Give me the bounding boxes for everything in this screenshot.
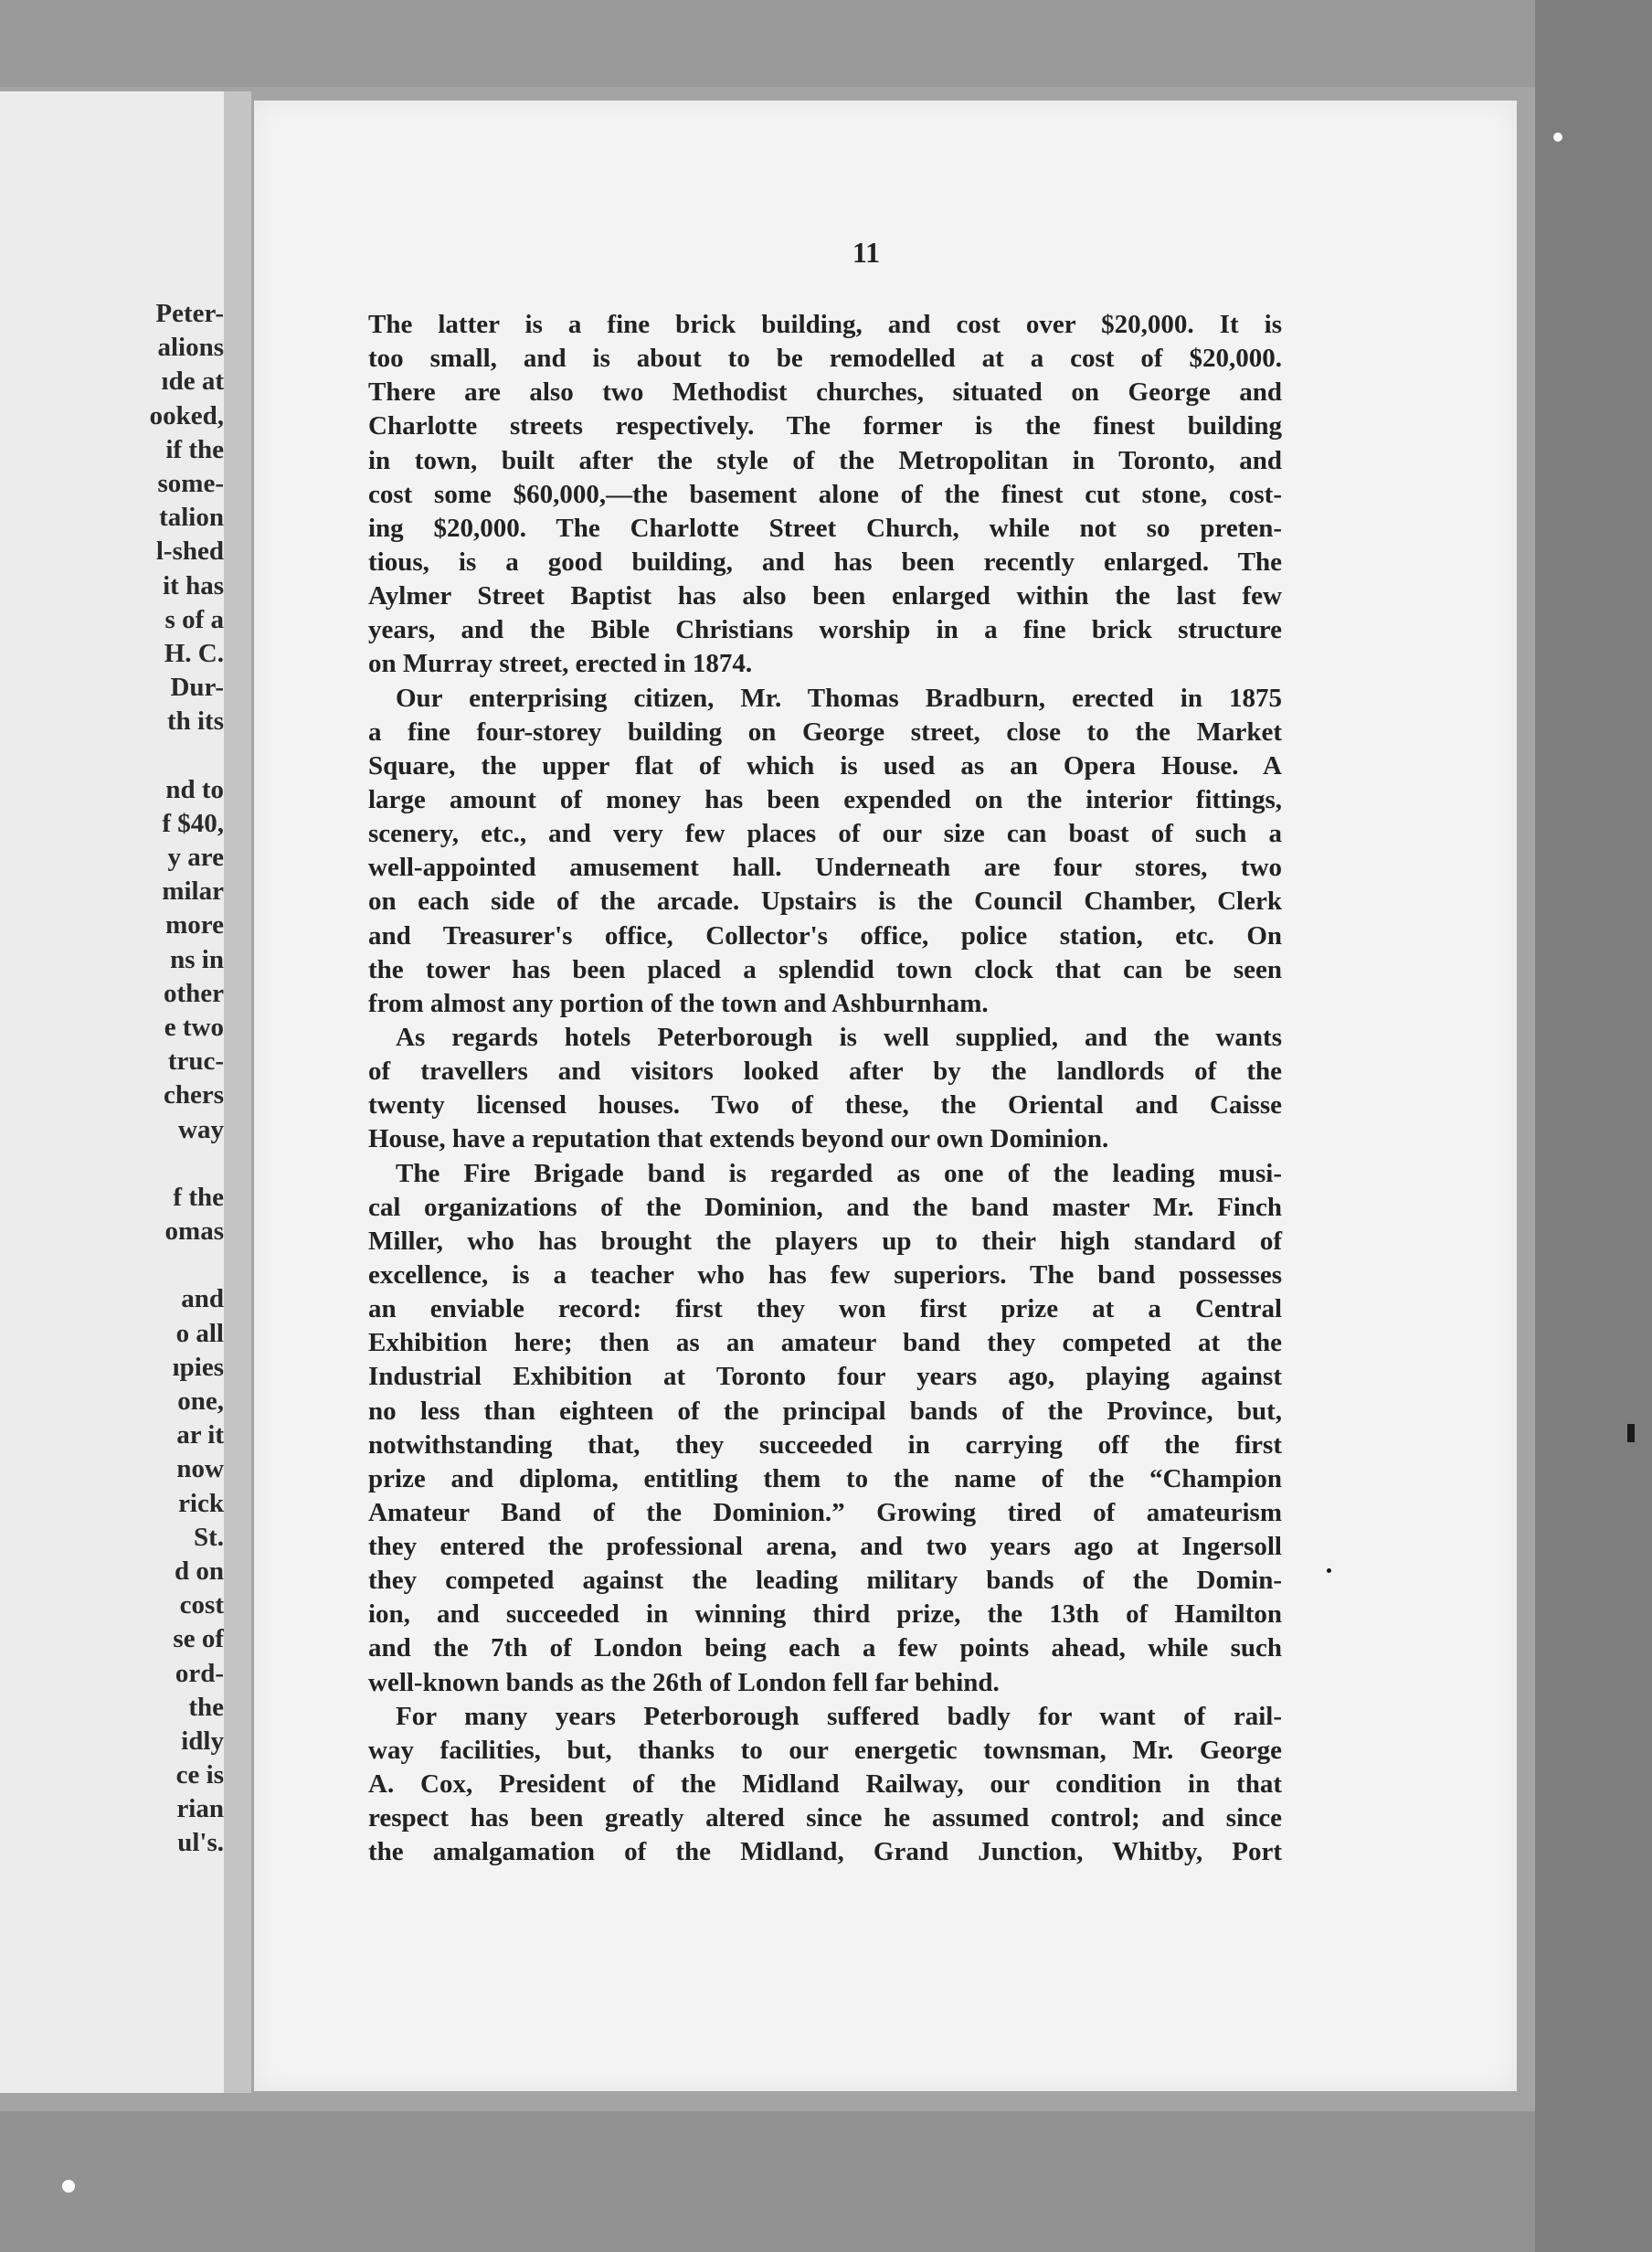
left-fragment-line: rick (178, 1488, 224, 1518)
left-fragment-line: some- (157, 468, 224, 498)
text-line: excellence, is a teacher who has few superiors. The band possesses (368, 1259, 1282, 1290)
text-line: Square, the upper flat of which is used as an Opera House. A (368, 750, 1282, 781)
text-line: and Treasurer's office, Collector's office, police station, etc. On (368, 920, 1282, 951)
left-fragment-line: Dur- (170, 673, 224, 703)
left-fragment-line: truc- (167, 1046, 224, 1077)
scan-speck (1627, 1424, 1635, 1442)
text-line: A. Cox, President of the Midland Railway, our condition in that (368, 1769, 1282, 1800)
text-line: Industrial Exhibition at Toronto four years ago, playing against (368, 1362, 1282, 1392)
left-fragment-line: ul's. (177, 1828, 224, 1858)
text-line: an enviable record: first they won first prize at a Central (368, 1294, 1282, 1324)
left-fragment-line: way (178, 1114, 224, 1144)
left-page-text-fragments (123, 297, 224, 1861)
text-line: on Murray street, erected in 1874. (368, 649, 753, 679)
left-fragment-line: ord- (175, 1658, 224, 1688)
left-fragment-line: one, (177, 1386, 224, 1416)
left-fragment-line: ıpies (172, 1352, 224, 1382)
text-line: from almost any portion of the town and Ashburnham. (368, 988, 989, 1018)
scan-background-bottom (0, 2111, 1652, 2252)
scan-speck (1327, 1568, 1331, 1573)
left-fragment-line: St. (193, 1522, 224, 1552)
text-line: tious, is a good building, and has been recently enlarged. The (368, 547, 1282, 577)
left-fragment-line: more (165, 910, 224, 940)
text-line: Amateur Band of the Dominion.” Growing tired of amateurism (368, 1497, 1282, 1527)
left-fragment-line: H. C. (164, 638, 224, 668)
left-fragment-line: if the (165, 434, 224, 464)
text-line: As regards hotels Peterborough is well supplied, and the wants (396, 1022, 1282, 1052)
scan-background-right (1535, 0, 1652, 2252)
text-line: scenery, etc., and very few places of our size can boast of such a (368, 819, 1282, 849)
text-line: large amount of money has been expended on the interior fittings, (368, 784, 1282, 814)
left-fragment-line: f $40, (162, 808, 224, 838)
text-line: too small, and is about to be remodelled at a cost of $20,000. (368, 344, 1282, 374)
text-line: a fine four-storey building on George street, close to the Market (368, 717, 1282, 747)
body-text (368, 308, 1282, 1869)
left-fragment-line: it has (163, 570, 224, 600)
text-line: cost some $60,000,—the basement alone of the finest cut stone, cost- (368, 479, 1282, 509)
left-fragment-line: ar it (176, 1420, 224, 1450)
left-fragment-line: l-shed (155, 536, 224, 567)
text-line: Our enterprising citizen, Mr. Thomas Bradburn, erected in 1875 (396, 683, 1282, 713)
text-line: the tower has been placed a splendid town clock that can be seen (368, 954, 1282, 984)
left-fragment-line: idly (181, 1726, 224, 1756)
text-line: respect has been greatly altered since he assumed control; and since (368, 1803, 1282, 1833)
scan-speck (1553, 133, 1562, 142)
page-number: 11 (852, 236, 881, 269)
left-fragment-line (123, 738, 224, 772)
left-fragment-line: talion (159, 503, 224, 533)
left-fragment-line: se of (173, 1624, 224, 1654)
text-line: years, and the Bible Christians worship in a fine brick structure (368, 615, 1282, 645)
left-fragment-line: y are (167, 843, 224, 872)
left-fragment-line: ns in (170, 944, 224, 974)
left-page (0, 91, 224, 2093)
left-fragment-line: other (163, 978, 224, 1008)
text-line: The Fire Brigade band is regarded as one of the leading musi- (396, 1158, 1282, 1188)
left-fragment-line: chers (163, 1080, 224, 1110)
text-line: no less than eighteen of the principal bands of the Province, but, (368, 1396, 1282, 1426)
text-line: prize and diploma, entitling them to the name of the “Champion (368, 1463, 1282, 1493)
text-line: Aylmer Street Baptist has also been enlarged within the last few (368, 581, 1282, 611)
left-fragment-line (123, 1147, 224, 1181)
text-line: ing $20,000. The Charlotte Street Church, while not so preten- (368, 513, 1282, 543)
text-line: they entered the professional arena, and two years ago at Ingersoll (368, 1532, 1282, 1562)
left-fragment-line: now (176, 1454, 224, 1484)
text-line: way facilities, but, thanks to our energetic townsman, Mr. George (368, 1735, 1282, 1765)
scan-speck (62, 2180, 75, 2193)
text-line: and the 7th of London being each a few points ahead, while such (368, 1633, 1282, 1663)
left-fragment-line: s of a (164, 604, 224, 634)
text-line: Miller, who has brought the players up to their high standard of (368, 1226, 1282, 1256)
text-line: ion, and succeeded in winning third prize, the 13th of Hamilton (368, 1599, 1282, 1630)
text-line: well-known bands as the 26th of London fell far behind. (368, 1667, 1000, 1697)
left-fragment-line: f the (173, 1182, 224, 1212)
text-line: House, have a reputation that extends beyond our own Dominion. (368, 1124, 1109, 1154)
left-fragment-line: nd to (165, 774, 224, 804)
left-fragment-line: the (188, 1692, 224, 1722)
left-fragment-line: alions (157, 333, 224, 363)
page-gutter (224, 91, 251, 2093)
left-fragment-line (123, 1248, 224, 1282)
text-line: on each side of the arcade. Upstairs is the Council Chamber, Clerk (368, 887, 1282, 917)
text-line: of travellers and visitors looked after by the landlords of the (368, 1057, 1282, 1087)
left-fragment-line: and (181, 1284, 224, 1314)
text-line: well-appointed amusement hall. Underneath are four stores, two (368, 853, 1282, 883)
text-line: twenty licensed houses. Two of these, the Oriental and Caisse (368, 1090, 1282, 1121)
left-fragment-line: d on (174, 1556, 224, 1586)
left-fragment-line: omas (164, 1216, 224, 1247)
left-fragment-line: ce is (175, 1760, 224, 1790)
text-line: cal organizations of the Dominion, and the band master Mr. Finch (368, 1192, 1282, 1222)
text-line: they competed against the leading military bands of the Domin- (368, 1566, 1282, 1596)
scan-background-top (0, 0, 1652, 87)
text-line: Exhibition here; then as an amateur band they competed at the (368, 1328, 1282, 1358)
left-fragment-line: Peter- (155, 299, 224, 328)
left-fragment-line: ıde at (161, 366, 224, 397)
text-line: There are also two Methodist churches, situated on George and (368, 377, 1282, 408)
left-fragment-line: th its (166, 706, 224, 737)
text-line: The latter is a fine brick building, and cost over $20,000. It is (368, 310, 1282, 339)
left-fragment-line: cost (179, 1590, 224, 1620)
right-page (254, 101, 1517, 2091)
text-line: Charlotte streets respectively. The former is the finest building (368, 411, 1282, 441)
left-fragment-line: ooked, (149, 400, 224, 430)
left-fragment-line: e two (164, 1012, 224, 1042)
text-line: notwithstanding that, they succeeded in carrying off the first (368, 1429, 1282, 1460)
text-line: For many years Peterborough suffered badly for want of rail- (396, 1701, 1282, 1731)
left-fragment-line: rian (176, 1794, 224, 1824)
left-fragment-line: o all (175, 1318, 224, 1348)
left-fragment-line: milar (162, 876, 224, 907)
text-line: the amalgamation of the Midland, Grand Junction, Whitby, Port (368, 1837, 1282, 1867)
text-line: in town, built after the style of the Metropolitan in Toronto, and (368, 445, 1282, 475)
